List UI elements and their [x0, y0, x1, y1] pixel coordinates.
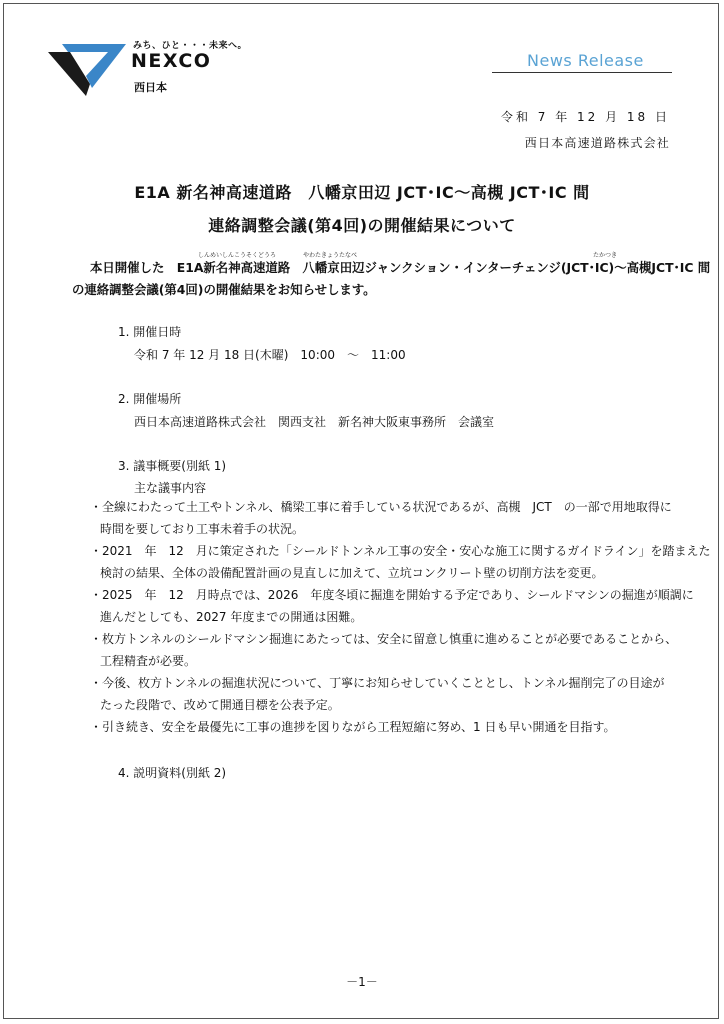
bullet-line: ・引き続き、安全を最優先に工事の進捗を図りながら工程短縮に努め、1 日も早い開通を目指す。: [90, 720, 616, 734]
bullet-line: ・全線にわたって土工やトンネル、橋梁工事に着手している状況であるが、高槻 JCT の一部で用地取得に: [90, 500, 672, 514]
section-3-title: 3. 議事概要(別紙 1): [118, 459, 227, 473]
bullet-item: [90, 628, 690, 672]
section-1-body: 令和 7 年 12 月 18 日(木曜) 10:00 ～ 11:00: [134, 348, 406, 362]
lead-line-1: 本日開催した E1A新名神高速道路 八幡京田辺ジャンクション・インターチェンジ(JCT･IC)～高槻JCT･IC 間: [90, 260, 711, 275]
bullet-line: ・枚方トンネルのシールドマシン掘進にあたっては、安全に留意し慎重に進めることが必要であることから、: [90, 632, 678, 646]
nexco-v-icon: [48, 44, 126, 96]
logo-tagline: みち、ひと・・・未来へ。: [133, 41, 248, 51]
nexco-logo: [48, 38, 248, 98]
release-date: 令和 7 年 12 月 18 日: [500, 110, 670, 124]
page-number: －1－: [346, 975, 378, 989]
bullet-line: ・2025 年 12 月時点では、2026 年度冬頃に掘進を開始する予定であり、シールドマシンの掘進が順調に: [90, 588, 694, 602]
company-name: 西日本高速道路株式会社: [524, 136, 670, 150]
ruby-takatsuki: たかつき: [593, 252, 618, 259]
bullet-item: [90, 540, 711, 584]
section-3-subtitle: 主な議事内容: [134, 481, 207, 495]
section-2-title: 2. 開催場所: [118, 392, 182, 406]
bullet-line: ・今後、枚方トンネルの掘進状況について、丁寧にお知らせしていくこととし、トンネル掘削完了の目途が: [90, 676, 665, 690]
title-line-2: 連絡調整会議(第4回)の開催結果について: [208, 216, 516, 235]
logo-brand: NEXCO: [131, 50, 212, 72]
bullet-line: ・2021 年 12 月に策定された「シールドトンネル工事の安全・安心な施工に関するガイドライン」を踏まえた: [90, 544, 711, 558]
bullet-item: [90, 672, 690, 716]
section-4-title: 4. 説明資料(別紙 2): [118, 766, 227, 780]
bullet-line: 工程精査が必要。: [100, 654, 197, 668]
bullet-line: たった段階で、改めて開通目標を公表予定。: [100, 698, 340, 712]
section-1-title: 1. 開催日時: [118, 325, 182, 339]
bullet-item: [90, 496, 690, 540]
header-rule: [492, 72, 672, 73]
logo-region: 西日本: [134, 81, 167, 94]
lead-line-2: の連絡調整会議(第4回)の開催結果をお知らせします。: [72, 282, 376, 297]
section-2-body: 西日本高速道路株式会社 関西支社 新名神大阪東事務所 会議室: [134, 415, 495, 429]
ruby-yawata: やわたきょうたなべ: [303, 252, 358, 259]
news-release-label: News Release: [527, 51, 644, 70]
bullet-line: 進んだとしても、2027 年度までの開通は困難。: [100, 610, 363, 624]
bullet-item: [90, 584, 694, 628]
ruby-shinmeishin: しんめいしんこうそくどうろ: [198, 252, 277, 259]
bullet-line: 検討の結果、全体の設備配置計画の見直しに加えて、立坑コンクリート壁の切削方法を変更。: [100, 566, 604, 580]
bullet-line: 時間を要しており工事未着手の状況。: [100, 522, 305, 536]
bullet-item: [90, 716, 690, 738]
title-line-1: E1A 新名神高速道路 八幡京田辺 JCT･IC～高槻 JCT･IC 間: [134, 183, 590, 202]
